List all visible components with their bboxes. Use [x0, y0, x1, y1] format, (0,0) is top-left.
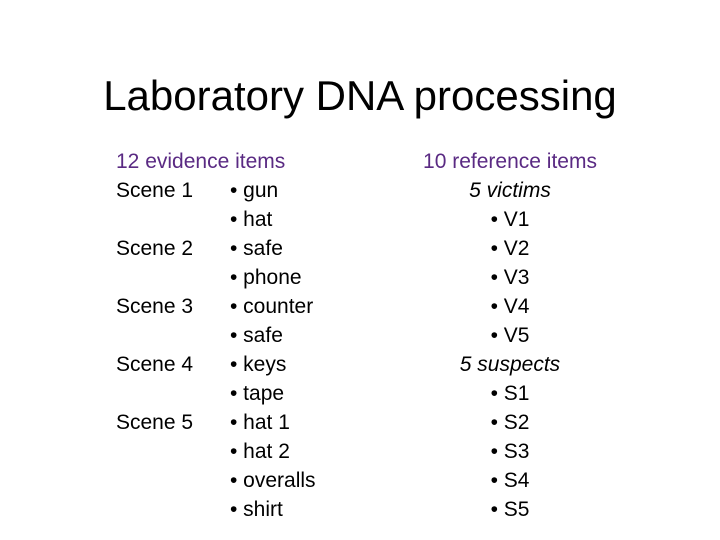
scene-label: Scene 5 — [116, 411, 194, 434]
evidence-item: • keys — [230, 353, 287, 376]
suspect-item: • S4 — [490, 469, 530, 492]
evidence-item: • shirt — [230, 498, 283, 521]
evidence-item: • gun — [230, 179, 279, 202]
evidence-item: • hat — [230, 208, 273, 231]
victim-item: • V5 — [490, 324, 530, 347]
reference-heading: 10 reference items — [423, 150, 597, 173]
reference-list — [398, 147, 622, 524]
suspect-item: • S5 — [490, 498, 530, 521]
evidence-item: • overalls — [230, 469, 316, 492]
evidence-item: • safe — [230, 237, 283, 260]
suspect-item: • S3 — [490, 440, 530, 463]
victim-item: • V2 — [490, 237, 530, 260]
suspect-item: • S1 — [490, 382, 530, 405]
slide-title: Laboratory DNA processing — [103, 72, 617, 119]
evidence-item: • tape — [230, 382, 285, 405]
suspect-item: • S2 — [490, 411, 530, 434]
evidence-item: • safe — [230, 324, 283, 347]
evidence-heading: 12 evidence items — [116, 150, 286, 173]
evidence-item: • phone — [230, 266, 302, 289]
victim-item: • V4 — [490, 295, 530, 318]
victim-item: • V1 — [490, 208, 530, 231]
evidence-item: • counter — [230, 295, 314, 318]
victims-label: 5 victims — [469, 179, 551, 202]
scene-label: Scene 1 — [116, 179, 194, 202]
scene-label: Scene 4 — [116, 353, 194, 376]
scene-label: Scene 3 — [116, 295, 194, 318]
evidence-item: • hat 2 — [230, 440, 290, 463]
scene-label: Scene 2 — [116, 237, 194, 260]
evidence-item: • hat 1 — [230, 411, 290, 434]
suspects-label: 5 suspects — [459, 353, 561, 376]
victim-item: • V3 — [490, 266, 530, 289]
